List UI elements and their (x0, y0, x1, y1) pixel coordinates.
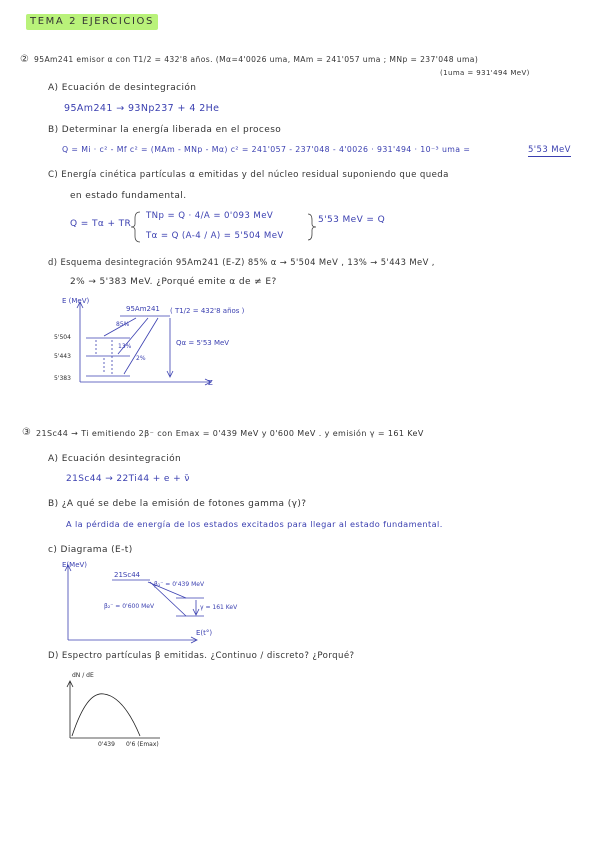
p2-c-eq-right: 5'53 MeV = Q (318, 215, 386, 225)
problem-2-number: ② (20, 54, 30, 65)
p2-a-label: A) Ecuación de desintegración (48, 83, 197, 93)
problem-3-statement: 21Sc44 → Ti emitiendo 2β⁻ con Emax = 0'439 MeV y 0'600 MeV . y emisión γ = 161 KeV (36, 429, 424, 438)
p3-spectrum-x1: 0'439 (98, 741, 115, 748)
diag-q-value: Qα = 5'53 MeV (176, 339, 230, 347)
p2-d-label: d) Esquema desintegración 95Am241 (E-Z) 85% α → 5'504 MeV , 13% → 5'443 MeV , (48, 257, 435, 267)
diag-percent-2: 2% (136, 355, 146, 362)
p3-b-answer: A la pérdida de energía de los estados excitados para llegar al estado fundamental. (66, 519, 443, 529)
brace-left (131, 212, 140, 242)
p3-diag-beta1: β₁⁻ = 0'439 MeV (154, 581, 205, 588)
p3-b-label: B) ¿A qué se debe la emisión de fotones gamma (γ)? (48, 499, 307, 509)
diag-percent-13: 13% (118, 343, 132, 350)
brace-right (308, 214, 316, 240)
p3-diag-beta2: β₂⁻ = 0'600 MeV (104, 603, 155, 610)
diag-axis-e-label: E (MeV) (62, 297, 90, 305)
p3-d-label: D) Espectro partículas β emitidas. ¿Continuo / discreto? ¿Porqué? (48, 651, 355, 661)
problem-2-conversion: (1uma = 931'494 MeV) (440, 69, 530, 77)
p2-b-result: 5'53 MeV (528, 145, 571, 155)
p3-a-equation: 21Sc44 → 22Ti44 + e + ν̄ (66, 474, 190, 484)
p3-diag-parent: 21Sc44 (114, 571, 141, 579)
p3-diag-axis-e: E(MeV) (62, 561, 88, 569)
p2-c-eq-left: Q = Tα + TR (70, 219, 132, 229)
beta-spectrum-plot (67, 681, 160, 738)
p2-c-label-2: en estado fundamental. (70, 191, 187, 201)
problem-2-statement: 95Am241 emisor α con T1/2 = 432'8 años. (Mα=4'0026 uma, MAm = 241'057 uma ; MNp = 237'048 uma) (34, 55, 479, 64)
p3-c-label: c) Diagrama (E-t) (48, 545, 133, 555)
diag-percent-85: 85% (116, 321, 130, 328)
p2-b-equation: Q = Mi · c² - Mf c² = (MAm - MNp - Mα) c² = 241'057 - 237'048 - 4'0026 · 931'494 · 10⁻³ uma = (62, 145, 471, 154)
diag-level-5383: 5'383 (54, 375, 71, 382)
p2-c-label: C) Energía cinética partículas α emitidas y del núcleo residual suponiendo que queda (48, 170, 449, 180)
diag-half-life: ( T1/2 = 432'8 años ) (170, 307, 245, 315)
alpha-decay-diagram (77, 302, 211, 385)
diag-parent-nucleus: 95Am241 (126, 305, 160, 313)
p2-a-equation: 95Am241 → 93Np237 + 4 2He (64, 103, 220, 114)
p3-spectrum-y-axis: dN / dE (72, 672, 94, 679)
p2-d-label-2: 2% → 5'383 MeV. ¿Porqué emite α de ≠ E? (70, 277, 277, 287)
p3-diag-axis-t: E(t°) (196, 629, 213, 637)
problem-3-number: ③ (22, 427, 32, 438)
diag-axis-z-label: Z (208, 379, 213, 387)
p2-c-eq-talpha: Tα = Q (A-4 / A) = 5'504 MeV (146, 231, 284, 241)
p2-c-eq-tnp: TNp = Q · 4/A = 0'093 MeV (146, 211, 274, 221)
p3-spectrum-x2: 0'6 (Emax) (126, 741, 159, 748)
beta-decay-diagram (65, 565, 204, 643)
page-title: TEMA 2 EJERCICIOS (30, 16, 154, 27)
diag-level-5443: 5'443 (54, 353, 71, 360)
p3-diag-gamma: γ = 161 KeV (200, 604, 238, 611)
diag-level-5504: 5'504 (54, 334, 71, 341)
p3-a-label: A) Ecuación desintegración (48, 454, 182, 464)
p2-b-label: B) Determinar la energía liberada en el proceso (48, 125, 282, 135)
